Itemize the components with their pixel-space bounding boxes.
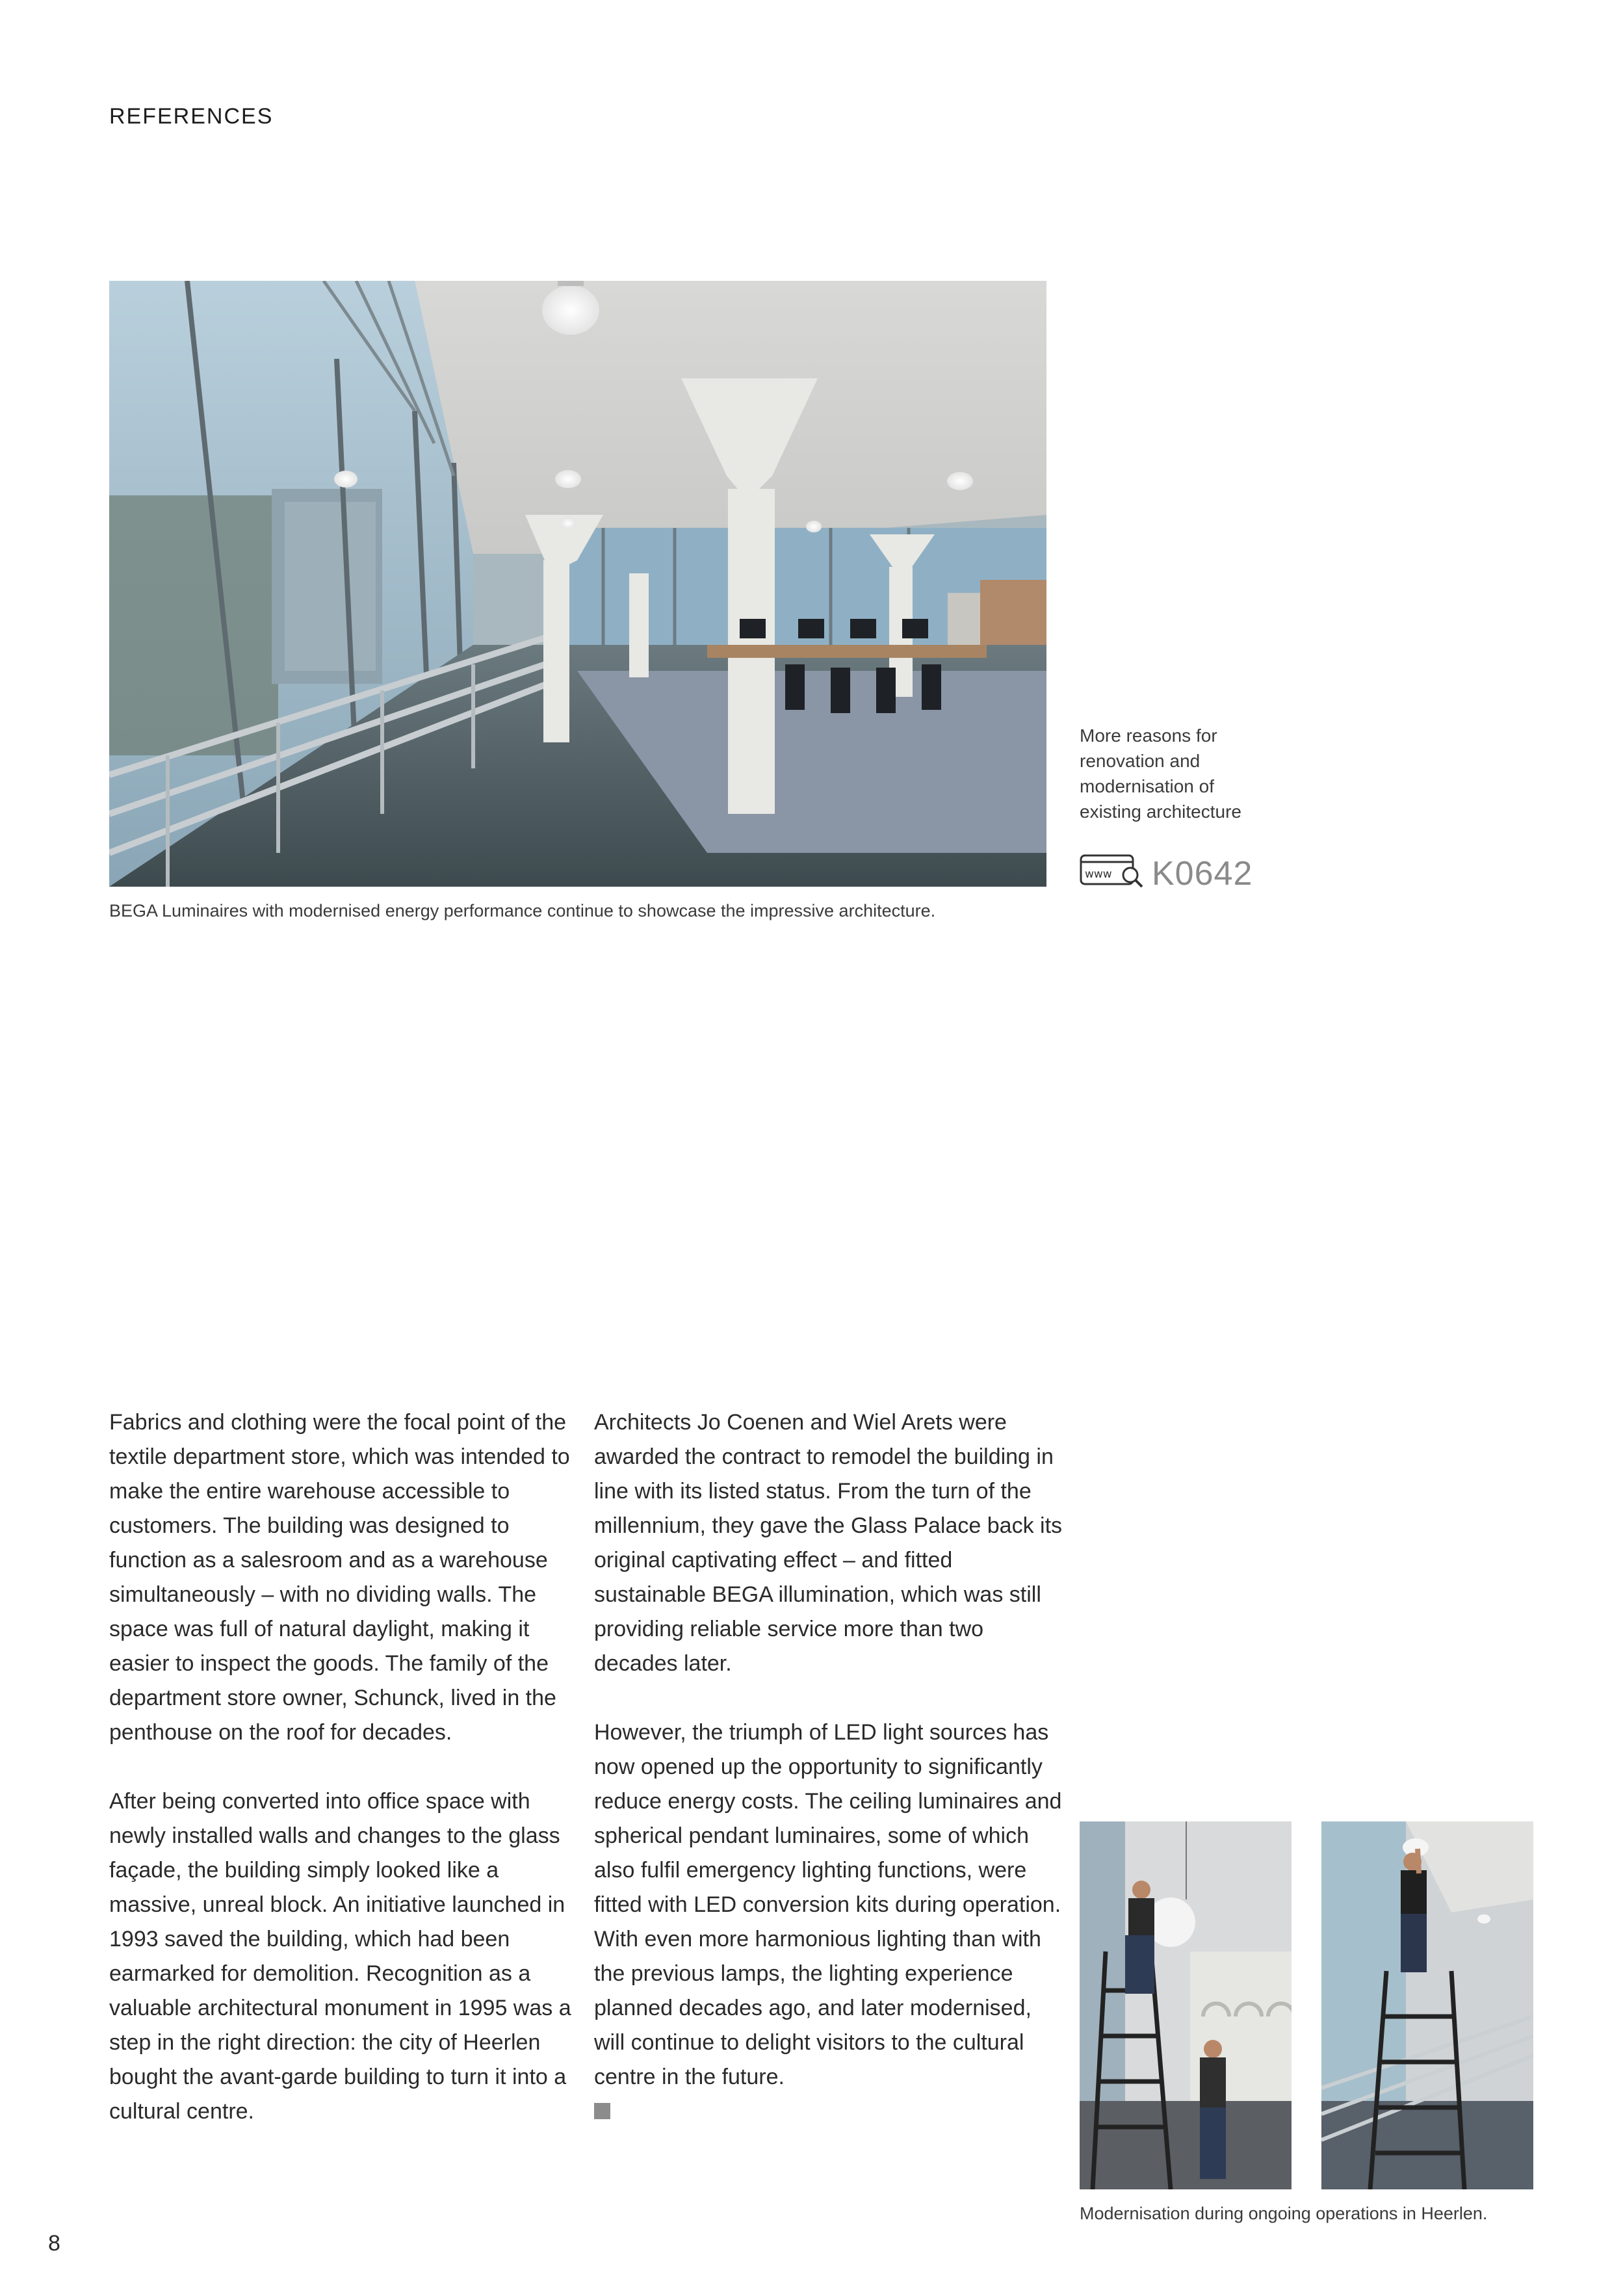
- svg-text:www: www: [1085, 868, 1112, 881]
- section-title: REFERENCES: [109, 104, 274, 129]
- side-note-text: More reasons for renovation and modernisation of existing architecture: [1080, 725, 1242, 822]
- body-column-2: [594, 1405, 1062, 2119]
- main-photo-caption: BEGA Luminaires with modernised energy performance continue to showcase the impressive architecture.: [109, 901, 936, 920]
- body-column-1: [109, 1405, 577, 2163]
- www-search-icon[interactable]: [1080, 853, 1145, 889]
- paragraph: After being converted into office space with newly installed walls and changes to the glass façade, the building simply looked like a massive, unreal block. An initiative launched in 1993 saved the building, which had been earmarked for demolition. Recognition as a valuable architectural monument in 1995 was a step in the right direction: the city of Heerlen bought the avant-garde building to turn it into a cultural centre.: [109, 1789, 571, 2124]
- paragraph: However, the triumph of LED light sources has now opened up the opportunity to significantly reduce energy costs. The ceiling luminaires and spherical pendant luminaires, some of which also fulfil emergency lighting functions, were fitted with LED conversion kits during operation. With even more harmonious lighting than with the previous lamps, the lighting experience planned decades ago, and later modernised, will continue to delight visitors to the cultural centre in the future.: [594, 1720, 1062, 2089]
- photo-worker-changing-lamp: [1321, 1821, 1533, 2189]
- reference-code: K0642: [1152, 855, 1253, 893]
- main-photo-library-interior: [109, 281, 1046, 887]
- end-of-article-mark: [594, 2103, 610, 2119]
- paragraph: Architects Jo Coenen and Wiel Arets were awarded the contract to remodel the building in line with its listed status. From the turn of the millennium, they gave the Glass Palace back its original captivating effect – and fitted sustainable BEGA illumination, which was still providing reliable service more than two decades later.: [594, 1410, 1063, 1676]
- paragraph: Fabrics and clothing were the focal point of the textile department store, which was intended to make the entire warehouse accessible to customers. The building was designed to function as a salesroom and as a warehouse simultaneously – with no dividing walls. The space was full of natural daylight, making it easier to inspect the goods. The family of the department store owner, Schunck, lived in the penthouse on the roof for decades.: [109, 1410, 570, 1745]
- photo-workers-on-ladder: [1080, 1821, 1292, 2189]
- small-photos-caption: Modernisation during ongoing operations in Heerlen.: [1080, 2204, 1488, 2223]
- page-number: 8: [48, 2231, 60, 2256]
